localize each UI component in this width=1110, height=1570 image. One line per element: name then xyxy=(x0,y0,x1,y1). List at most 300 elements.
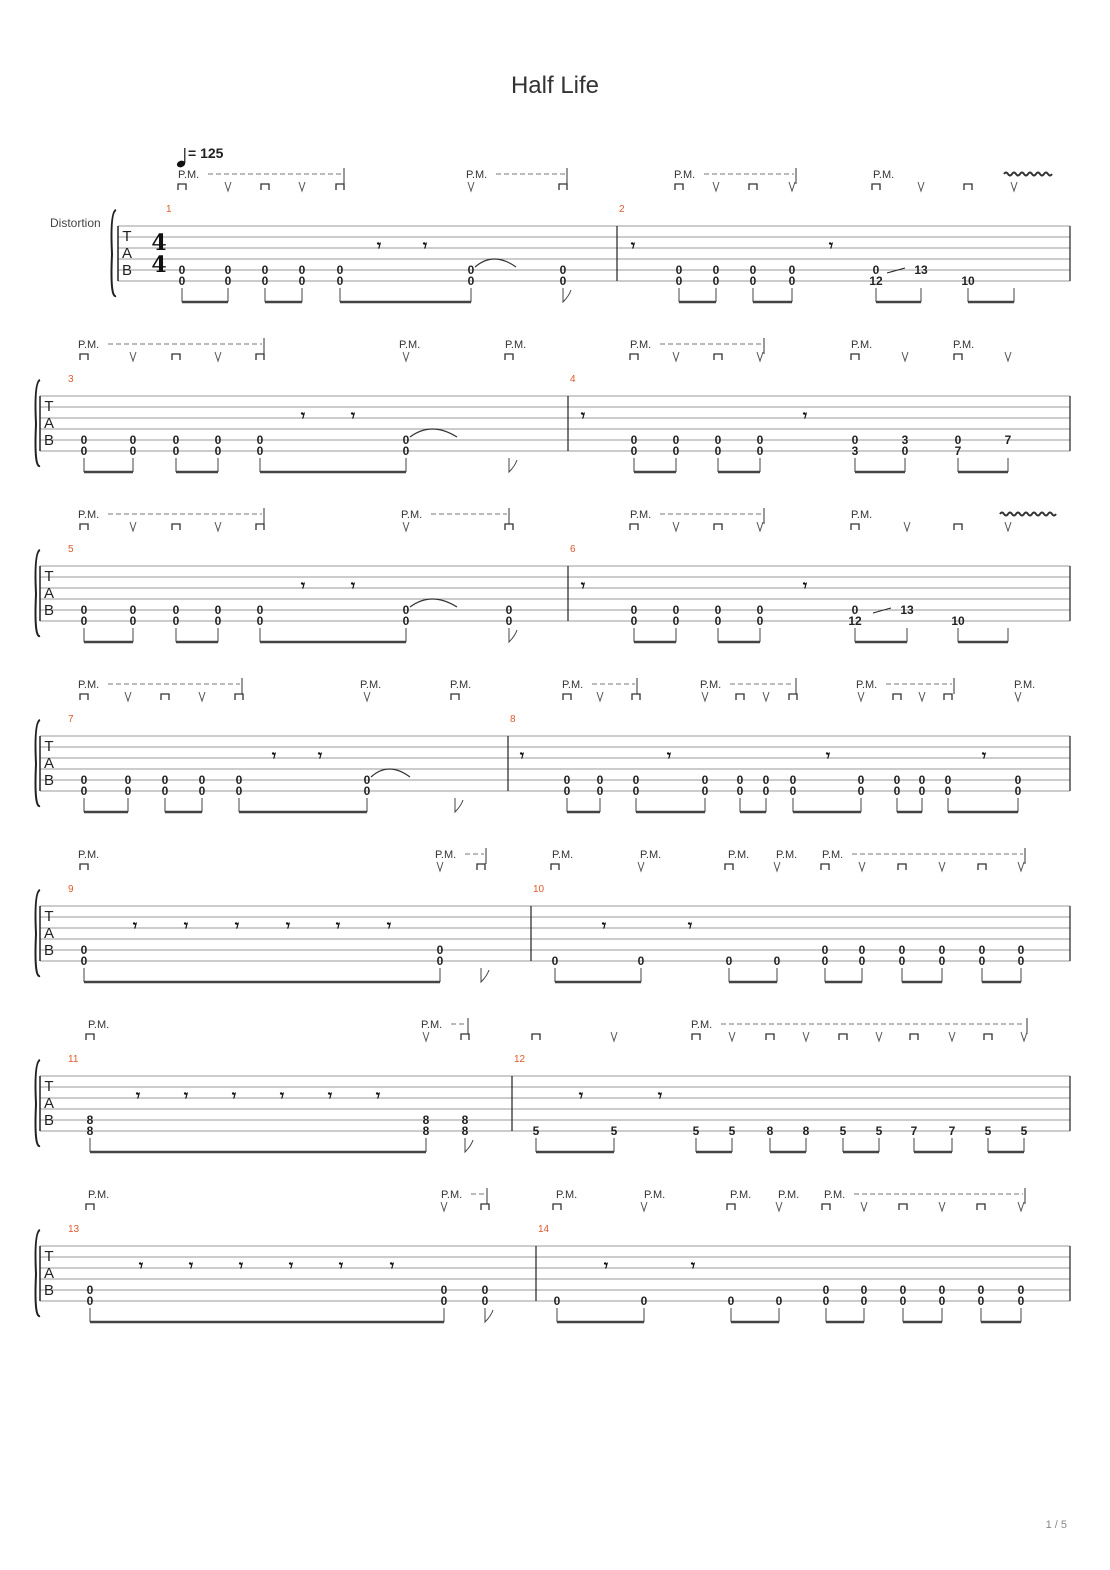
fret-number: 0 xyxy=(672,433,680,447)
fret-number: 0 xyxy=(129,444,137,458)
fret-number: 0 xyxy=(938,943,946,957)
tab-letter-t: T xyxy=(122,228,132,245)
tab-letter-b: B xyxy=(43,1282,55,1299)
measure-number: 8 xyxy=(510,714,516,725)
downstroke-mark xyxy=(893,694,901,700)
palm-mute-label: P.M. xyxy=(824,1189,846,1201)
fret-number: 0 xyxy=(938,954,946,968)
tab-letter-t: T xyxy=(44,908,54,925)
fret-number: 3 xyxy=(851,444,859,458)
eighth-rest: 𝄾 xyxy=(234,916,240,935)
palm-mute-label: P.M. xyxy=(399,339,421,351)
fret-number: 0 xyxy=(129,603,137,617)
upstroke-mark xyxy=(1018,1202,1024,1211)
eighth-rest: 𝄾 xyxy=(981,746,987,765)
tab-letter-b: B xyxy=(43,602,55,619)
tab-letter-t: T xyxy=(44,1248,54,1265)
palm-mute-label: P.M. xyxy=(78,679,100,691)
palm-mute-label: P.M. xyxy=(730,1189,752,1201)
eighth-rest: 𝄾 xyxy=(288,1256,294,1275)
measure-number: 14 xyxy=(538,1224,550,1235)
fret-number: 0 xyxy=(872,263,880,277)
measure-number: 9 xyxy=(68,884,74,895)
upstroke-mark xyxy=(939,1202,945,1211)
eighth-rest: 𝄾 xyxy=(183,1086,189,1105)
fret-number: 0 xyxy=(80,773,88,787)
upstroke-mark xyxy=(789,182,795,191)
eighth-rest: 𝄾 xyxy=(279,1086,285,1105)
fret-number: 3 xyxy=(901,433,909,447)
fret-number: 5 xyxy=(875,1124,883,1138)
downstroke-mark xyxy=(336,184,344,190)
upstroke-mark xyxy=(673,522,679,531)
downstroke-mark xyxy=(80,694,88,700)
measure-number: 2 xyxy=(619,204,625,215)
fret-number: 8 xyxy=(86,1113,94,1127)
upstroke-mark xyxy=(125,692,131,701)
fret-number: 12 xyxy=(848,614,862,628)
fret-number: 0 xyxy=(821,954,829,968)
fret-number: 0 xyxy=(821,943,829,957)
fret-number: 0 xyxy=(80,603,88,617)
fret-number: 0 xyxy=(298,274,306,288)
palm-mute-label: P.M. xyxy=(644,1189,666,1201)
note-flag xyxy=(509,628,517,642)
downstroke-mark xyxy=(736,694,744,700)
fret-number: 0 xyxy=(978,943,986,957)
fret-number: 0 xyxy=(440,1283,448,1297)
fret-number: 0 xyxy=(467,263,475,277)
fret-number: 7 xyxy=(1004,433,1012,447)
note-flag xyxy=(455,798,463,812)
eighth-rest: 𝄾 xyxy=(580,406,586,425)
fret-number: 8 xyxy=(766,1124,774,1138)
upstroke-mark xyxy=(949,1032,955,1041)
downstroke-mark xyxy=(477,864,485,870)
fret-number: 0 xyxy=(630,614,638,628)
palm-mute-label: P.M. xyxy=(178,169,200,181)
downstroke-mark xyxy=(675,184,683,190)
upstroke-mark xyxy=(299,182,305,191)
fret-number: 0 xyxy=(749,263,757,277)
fret-number: 0 xyxy=(402,603,410,617)
eighth-rest: 𝄾 xyxy=(580,576,586,595)
fret-number: 0 xyxy=(637,954,645,968)
eighth-rest: 𝄾 xyxy=(690,1256,696,1275)
upstroke-mark xyxy=(859,862,865,871)
fret-number: 0 xyxy=(124,773,132,787)
fret-number: 0 xyxy=(256,614,264,628)
downstroke-mark xyxy=(505,524,513,530)
palm-mute-label: P.M. xyxy=(776,849,798,861)
downstroke-mark xyxy=(559,184,567,190)
upstroke-mark xyxy=(774,862,780,871)
fret-number: 0 xyxy=(235,784,243,798)
tab-letter-t: T xyxy=(44,568,54,585)
downstroke-mark xyxy=(563,694,571,700)
fret-number: 0 xyxy=(899,1294,907,1308)
tab-letter-b: B xyxy=(43,772,55,789)
fret-number: 0 xyxy=(756,444,764,458)
upstroke-mark xyxy=(130,352,136,361)
measure-number: 4 xyxy=(570,374,576,385)
upstroke-mark xyxy=(597,692,603,701)
upstroke-mark xyxy=(215,352,221,361)
fret-number: 0 xyxy=(596,784,604,798)
downstroke-mark xyxy=(80,524,88,530)
fret-number: 0 xyxy=(938,1283,946,1297)
fret-number: 0 xyxy=(214,444,222,458)
fret-number: 0 xyxy=(86,1294,94,1308)
fret-number: 0 xyxy=(178,274,186,288)
fret-number: 5 xyxy=(692,1124,700,1138)
upstroke-mark xyxy=(861,1202,867,1211)
fret-number: 0 xyxy=(938,1294,946,1308)
measure-number: 5 xyxy=(68,544,74,555)
fret-number: 0 xyxy=(80,943,88,957)
eighth-rest: 𝄾 xyxy=(519,746,525,765)
upstroke-mark xyxy=(1011,182,1017,191)
downstroke-mark xyxy=(692,1034,700,1040)
fret-number: 7 xyxy=(954,444,962,458)
downstroke-mark xyxy=(630,354,638,360)
palm-mute-label: P.M. xyxy=(466,169,488,181)
eighth-rest: 𝄾 xyxy=(802,406,808,425)
upstroke-mark xyxy=(423,1032,429,1041)
fret-number: 0 xyxy=(789,773,797,787)
upstroke-mark xyxy=(858,692,864,701)
downstroke-mark xyxy=(910,1034,918,1040)
fret-number: 0 xyxy=(467,274,475,288)
note-flag xyxy=(563,288,571,302)
eighth-rest: 𝄾 xyxy=(422,236,428,255)
downstroke-mark xyxy=(749,184,757,190)
palm-mute-label: P.M. xyxy=(401,509,423,521)
tab-letter-b: B xyxy=(121,262,133,279)
fret-number: 0 xyxy=(256,603,264,617)
fret-number: 0 xyxy=(675,263,683,277)
fret-number: 0 xyxy=(129,614,137,628)
fret-number: 0 xyxy=(505,614,513,628)
tab-letter-t: T xyxy=(44,398,54,415)
upstroke-mark xyxy=(902,352,908,361)
downstroke-mark xyxy=(714,524,722,530)
fret-number: 0 xyxy=(727,1294,735,1308)
downstroke-mark xyxy=(822,1204,830,1210)
upstroke-mark xyxy=(673,352,679,361)
fret-number: 0 xyxy=(80,433,88,447)
downstroke-mark xyxy=(872,184,880,190)
fret-number: 0 xyxy=(701,784,709,798)
palm-mute-label: P.M. xyxy=(556,1189,578,1201)
downstroke-mark xyxy=(551,864,559,870)
downstroke-mark xyxy=(898,864,906,870)
fret-number: 0 xyxy=(736,784,744,798)
downstroke-mark xyxy=(505,354,513,360)
fret-number: 8 xyxy=(422,1113,430,1127)
palm-mute-label: P.M. xyxy=(78,339,100,351)
tab-letter-b: B xyxy=(43,942,55,959)
fret-number: 0 xyxy=(893,784,901,798)
fret-number: 0 xyxy=(978,954,986,968)
fret-number: 0 xyxy=(198,784,206,798)
fret-number: 0 xyxy=(363,773,371,787)
palm-mute-label: P.M. xyxy=(630,509,652,521)
fret-number: 0 xyxy=(1014,773,1022,787)
upstroke-mark xyxy=(1015,692,1021,701)
staff-brace xyxy=(112,210,117,296)
fret-number: 0 xyxy=(632,784,640,798)
downstroke-mark xyxy=(451,694,459,700)
palm-mute-label: P.M. xyxy=(873,169,895,181)
upstroke-mark xyxy=(1018,862,1024,871)
upstroke-mark xyxy=(729,1032,735,1041)
downstroke-mark xyxy=(481,1204,489,1210)
fret-number: 0 xyxy=(851,603,859,617)
upstroke-mark xyxy=(1005,522,1011,531)
vibrato-mark xyxy=(1004,173,1052,176)
upstroke-mark xyxy=(918,182,924,191)
downstroke-mark xyxy=(851,354,859,360)
palm-mute-label: P.M. xyxy=(674,169,696,181)
palm-mute-label: P.M. xyxy=(640,849,662,861)
fret-number: 0 xyxy=(402,444,410,458)
downstroke-mark xyxy=(172,524,180,530)
time-signature-bottom: 4 xyxy=(151,252,167,278)
upstroke-mark xyxy=(199,692,205,701)
fret-number: 0 xyxy=(857,773,865,787)
fret-number: 0 xyxy=(788,274,796,288)
downstroke-mark xyxy=(630,524,638,530)
fret-number: 0 xyxy=(977,1283,985,1297)
fret-number: 0 xyxy=(789,784,797,798)
fret-number: 8 xyxy=(461,1124,469,1138)
eighth-rest: 𝄾 xyxy=(802,576,808,595)
downstroke-mark xyxy=(727,1204,735,1210)
fret-number: 0 xyxy=(944,784,952,798)
fret-number: 5 xyxy=(532,1124,540,1138)
fret-number: 0 xyxy=(714,614,722,628)
eighth-rest: 𝄾 xyxy=(135,1086,141,1105)
fret-number: 0 xyxy=(80,784,88,798)
fret-number: 0 xyxy=(563,784,571,798)
fret-number: 0 xyxy=(214,603,222,617)
downstroke-mark xyxy=(984,1034,992,1040)
palm-mute-label: P.M. xyxy=(953,339,975,351)
fret-number: 0 xyxy=(261,263,269,277)
palm-mute-label: P.M. xyxy=(1014,679,1036,691)
upstroke-mark xyxy=(876,1032,882,1041)
fret-number: 0 xyxy=(762,784,770,798)
eighth-rest: 𝄾 xyxy=(300,576,306,595)
fret-number: 0 xyxy=(1017,954,1025,968)
fret-number: 0 xyxy=(632,773,640,787)
fret-number: 0 xyxy=(860,1294,868,1308)
fret-number: 0 xyxy=(701,773,709,787)
fret-number: 0 xyxy=(714,433,722,447)
eighth-rest: 𝄾 xyxy=(271,746,277,765)
fret-number: 0 xyxy=(1014,784,1022,798)
fret-number: 0 xyxy=(481,1283,489,1297)
eighth-rest: 𝄾 xyxy=(335,916,341,935)
palm-mute-label: P.M. xyxy=(778,1189,800,1201)
palm-mute-label: P.M. xyxy=(851,509,873,521)
fret-number: 8 xyxy=(86,1124,94,1138)
fret-number: 0 xyxy=(851,433,859,447)
upstroke-mark xyxy=(437,862,443,871)
upstroke-mark xyxy=(803,1032,809,1041)
fret-number: 0 xyxy=(918,784,926,798)
palm-mute-label: P.M. xyxy=(691,1019,713,1031)
fret-number: 0 xyxy=(363,784,371,798)
eighth-rest: 𝄾 xyxy=(300,406,306,425)
tab-letter-a: A xyxy=(43,1265,55,1282)
fret-number: 0 xyxy=(235,773,243,787)
fret-number: 0 xyxy=(124,784,132,798)
palm-mute-label: P.M. xyxy=(88,1189,110,1201)
downstroke-mark xyxy=(161,694,169,700)
fret-number: 13 xyxy=(900,603,914,617)
fret-number: 0 xyxy=(198,773,206,787)
eighth-rest: 𝄾 xyxy=(687,916,693,935)
fret-number: 0 xyxy=(788,263,796,277)
note-flag xyxy=(465,1138,473,1152)
tab-letter-a: A xyxy=(43,755,55,772)
downstroke-mark xyxy=(80,864,88,870)
fret-number: 0 xyxy=(596,773,604,787)
fret-number: 0 xyxy=(80,954,88,968)
downstroke-mark xyxy=(235,694,243,700)
eighth-rest: 𝄾 xyxy=(828,236,834,255)
measure-number: 12 xyxy=(514,1054,526,1065)
fret-number: 0 xyxy=(440,1294,448,1308)
downstroke-mark xyxy=(256,524,264,530)
fret-number: 0 xyxy=(436,954,444,968)
downstroke-mark xyxy=(851,524,859,530)
fret-number: 0 xyxy=(672,603,680,617)
palm-mute-label: P.M. xyxy=(562,679,584,691)
upstroke-mark xyxy=(468,182,474,191)
eighth-rest: 𝄾 xyxy=(578,1086,584,1105)
downstroke-mark xyxy=(172,354,180,360)
fret-number: 0 xyxy=(977,1294,985,1308)
upstroke-mark xyxy=(757,522,763,531)
fret-number: 0 xyxy=(402,614,410,628)
fret-number: 0 xyxy=(672,444,680,458)
fret-number: 0 xyxy=(822,1283,830,1297)
fret-number: 0 xyxy=(336,263,344,277)
fret-number: 0 xyxy=(630,433,638,447)
fret-number: 0 xyxy=(129,433,137,447)
downstroke-mark xyxy=(80,354,88,360)
eighth-rest: 𝄾 xyxy=(327,1086,333,1105)
upstroke-mark xyxy=(713,182,719,191)
fret-number: 0 xyxy=(712,274,720,288)
tempo-equals: = xyxy=(188,145,197,161)
fret-number: 0 xyxy=(214,614,222,628)
tab-letter-b: B xyxy=(43,432,55,449)
tab-letter-t: T xyxy=(44,1078,54,1095)
tie-arc xyxy=(371,769,410,777)
downstroke-mark xyxy=(461,1034,469,1040)
fret-number: 0 xyxy=(901,444,909,458)
song-title: Half Life xyxy=(510,72,600,99)
instrument-label: Distortion xyxy=(50,216,101,230)
fret-number: 8 xyxy=(802,1124,810,1138)
note-flag xyxy=(481,968,489,982)
fret-number: 0 xyxy=(551,954,559,968)
palm-mute-label: P.M. xyxy=(552,849,574,861)
downstroke-mark xyxy=(954,354,962,360)
fret-number: 5 xyxy=(839,1124,847,1138)
eighth-rest: 𝄾 xyxy=(238,1256,244,1275)
fret-number: 0 xyxy=(256,444,264,458)
tab-letter-a: A xyxy=(43,925,55,942)
fret-number: 12 xyxy=(869,274,883,288)
fret-number: 5 xyxy=(728,1124,736,1138)
upstroke-mark xyxy=(919,692,925,701)
palm-mute-label: P.M. xyxy=(435,849,457,861)
upstroke-mark xyxy=(702,692,708,701)
fret-number: 0 xyxy=(630,603,638,617)
eighth-rest: 𝄾 xyxy=(825,746,831,765)
palm-mute-label: P.M. xyxy=(505,339,527,351)
fret-number: 0 xyxy=(714,444,722,458)
fret-number: 0 xyxy=(756,603,764,617)
fret-number: 0 xyxy=(714,603,722,617)
fret-number: 0 xyxy=(172,444,180,458)
fret-number: 0 xyxy=(756,433,764,447)
fret-number: 0 xyxy=(630,444,638,458)
palm-mute-label: P.M. xyxy=(78,849,100,861)
fret-number: 0 xyxy=(224,263,232,277)
fret-number: 0 xyxy=(712,263,720,277)
downstroke-mark xyxy=(532,1034,540,1040)
eighth-rest: 𝄾 xyxy=(376,236,382,255)
palm-mute-label: P.M. xyxy=(78,509,100,521)
fret-number: 5 xyxy=(610,1124,618,1138)
fret-number: 0 xyxy=(172,614,180,628)
eighth-rest: 𝄾 xyxy=(603,1256,609,1275)
downstroke-mark xyxy=(821,864,829,870)
upstroke-mark xyxy=(638,862,644,871)
fret-number: 0 xyxy=(954,433,962,447)
eighth-rest: 𝄾 xyxy=(138,1256,144,1275)
fret-number: 0 xyxy=(762,773,770,787)
fret-number: 0 xyxy=(860,1283,868,1297)
upstroke-mark xyxy=(403,522,409,531)
upstroke-mark xyxy=(763,692,769,701)
fret-number: 0 xyxy=(736,773,744,787)
eighth-rest: 𝄾 xyxy=(188,1256,194,1275)
fret-number: 0 xyxy=(178,263,186,277)
fret-number: 0 xyxy=(672,614,680,628)
upstroke-mark xyxy=(641,1202,647,1211)
eighth-rest: 𝄾 xyxy=(657,1086,663,1105)
downstroke-mark xyxy=(725,864,733,870)
fret-number: 0 xyxy=(563,773,571,787)
eighth-rest: 𝄾 xyxy=(375,1086,381,1105)
measure-number: 3 xyxy=(68,374,74,385)
tab-letter-b: B xyxy=(43,1112,55,1129)
palm-mute-label: P.M. xyxy=(822,849,844,861)
downstroke-mark xyxy=(839,1034,847,1040)
tie-arc xyxy=(410,429,457,437)
upstroke-mark xyxy=(904,522,910,531)
upstroke-mark xyxy=(130,522,136,531)
eighth-rest: 𝄾 xyxy=(132,916,138,935)
fret-number: 0 xyxy=(640,1294,648,1308)
